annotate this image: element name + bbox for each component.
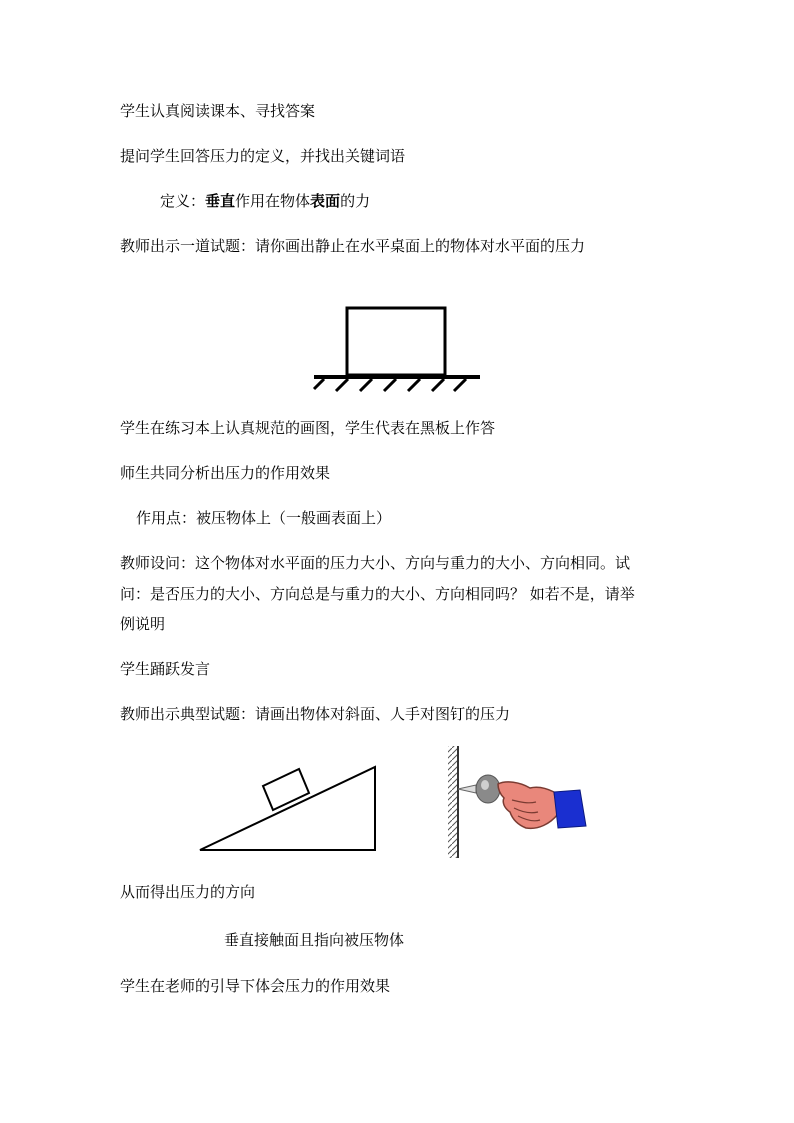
definition-mid: 作用在物体 bbox=[235, 192, 311, 210]
text-line-8: 教师设问：这个物体对水平面的压力大小、方向与重力的大小、方向相同。试 bbox=[120, 554, 631, 572]
box bbox=[347, 308, 445, 375]
wall bbox=[448, 746, 458, 858]
definition-line bbox=[160, 191, 370, 211]
text-line-9: 问：是否压力的大小、方向总是与重力的大小、方向相同吗？ 如若不是，请举 bbox=[120, 585, 635, 603]
text-line-10: 例说明 bbox=[120, 615, 166, 633]
table-hatching bbox=[314, 379, 466, 391]
text-line-1: 学生认真阅读课本、寻找答案 bbox=[120, 102, 316, 120]
sleeve bbox=[554, 790, 586, 828]
text-line-15: 学生在老师的引导下体会压力的作用效果 bbox=[120, 977, 391, 995]
text-line-5: 学生在练习本上认真规范的画图，学生代表在黑板上作答 bbox=[120, 419, 496, 437]
text-line-13: 从而得出压力的方向 bbox=[120, 883, 256, 901]
text-line-2: 提问学生回答压力的定义，并找出关键词语 bbox=[120, 147, 406, 165]
incline-block bbox=[263, 769, 309, 810]
hand bbox=[498, 782, 558, 828]
text-line-6: 师生共同分析出压力的作用效果 bbox=[120, 464, 331, 482]
text-line-7: 作用点：被压物体上（一般画表面上） bbox=[136, 509, 392, 527]
box-on-table-figure bbox=[310, 305, 485, 397]
definition-bold-vertical: 垂直 bbox=[205, 192, 236, 210]
incline-block-figure bbox=[196, 762, 381, 857]
text-line-14: 垂直接触面且指向被压物体 bbox=[224, 931, 405, 949]
thumbtack-needle bbox=[458, 785, 476, 793]
text-line-4: 教师出示一道试题：请你画出静止在水平桌面上的物体对水平面的压力 bbox=[120, 237, 586, 255]
text-line-12: 教师出示典型试题：请画出物体对斜面、人手对图钉的压力 bbox=[120, 705, 511, 723]
thumbtack-hand-figure bbox=[440, 742, 590, 862]
definition-suffix: 的力 bbox=[340, 192, 371, 210]
definition-prefix: 定义： bbox=[160, 192, 206, 210]
text-line-11: 学生踊跃发言 bbox=[120, 660, 211, 678]
thumbtack-head bbox=[476, 775, 500, 803]
definition-bold-surface: 表面 bbox=[310, 192, 341, 210]
